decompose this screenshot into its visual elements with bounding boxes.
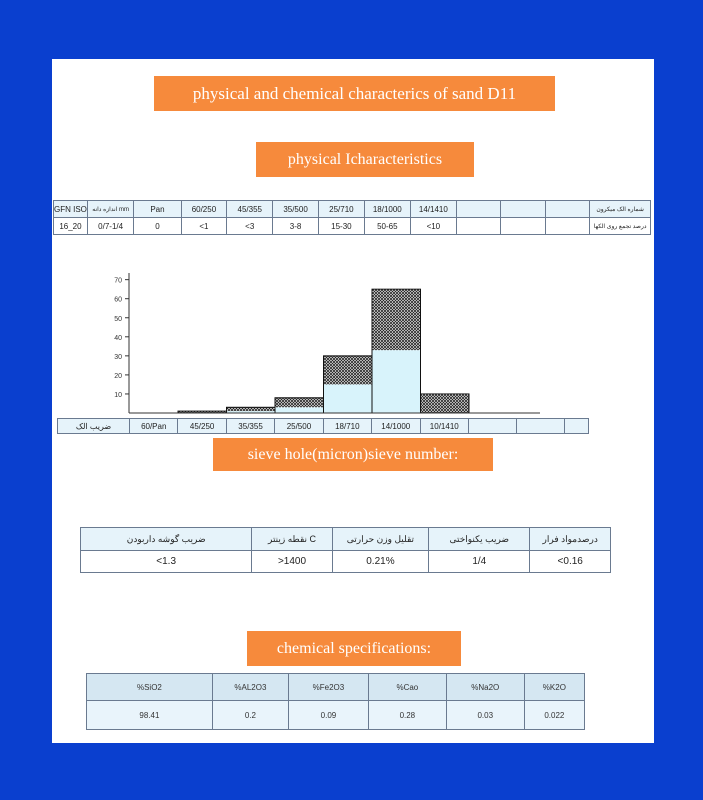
properties-table — [80, 527, 611, 573]
title-banner: physical and chemical characterics of sand D11 — [154, 76, 555, 111]
properties-value-row — [81, 551, 611, 573]
axis-label-cell — [564, 419, 588, 434]
sieve-value-cell: 16_20 — [54, 218, 88, 235]
axis-label-cell: 18/710 — [323, 419, 371, 434]
chart-bar-25/500 — [275, 398, 324, 413]
axis-label-cell: 60/Pan — [130, 419, 178, 434]
chemical-header-cell: %K2O — [524, 674, 584, 701]
sieve-table — [53, 200, 651, 235]
chemical-header-cell: %Fe2O3 — [288, 674, 368, 701]
chart-bar-range — [324, 356, 373, 385]
axis-label-cell: 45/250 — [178, 419, 226, 434]
y-tick-label: 20 — [114, 372, 122, 380]
sieve-value-row — [54, 218, 651, 235]
axis-label-cell — [469, 419, 517, 434]
axis-label-cell — [516, 419, 564, 434]
physical-title-banner: physical Icharacteristics — [256, 142, 474, 177]
sieve-chart — [100, 263, 540, 418]
chart-bar-10/1410 — [421, 394, 470, 413]
sieve-header-cell: 25/710 — [318, 201, 364, 218]
chart-bar-min — [324, 384, 373, 413]
axis-label-cell: 25/500 — [275, 419, 323, 434]
chemical-header-cell: %Cao — [368, 674, 446, 701]
property-value-cell: 0.21% — [332, 551, 428, 573]
chart-bar-min — [372, 350, 421, 413]
chemical-value-row — [87, 701, 585, 730]
sieve-value-cell: <3 — [227, 218, 273, 235]
sieve-value-cell: <10 — [410, 218, 456, 235]
sieve-header-cell: شماره الک میکرون — [590, 201, 651, 218]
sieve-value-cell: <1 — [181, 218, 227, 235]
axis-label-cell: 35/355 — [226, 419, 274, 434]
sieve-header-cell — [456, 201, 500, 218]
chemical-table — [86, 673, 585, 730]
sieve-header-cell: GFN ISO — [54, 201, 88, 218]
chart-bar-range — [275, 398, 324, 408]
property-value-cell: <1.3 — [81, 551, 252, 573]
chemical-header-row — [87, 674, 585, 701]
chemical-header-cell: %Na2O — [446, 674, 524, 701]
y-tick-label: 30 — [114, 353, 122, 361]
chart-bar-18/710 — [324, 356, 373, 413]
axis-label-cell: ضریب الک — [58, 419, 130, 434]
y-tick-label: 40 — [114, 334, 122, 342]
sieve-axis-table — [57, 418, 589, 434]
property-header-cell: نقطه زینتر C — [252, 528, 332, 551]
property-header-cell: ضریب گوشه داربودن — [81, 528, 252, 551]
chemical-value-cell: 0.03 — [446, 701, 524, 730]
y-tick-label: 10 — [114, 391, 122, 399]
y-tick-label: 50 — [114, 315, 122, 323]
chart-bar-range — [372, 289, 421, 350]
sieve-value-cell — [501, 218, 545, 235]
sieve-header-cell — [545, 201, 589, 218]
property-header-cell: تقلیل وزن حرارتی — [332, 528, 428, 551]
chart-bar-14/1000 — [372, 289, 421, 413]
sieve-value-cell: 0 — [134, 218, 181, 235]
property-header-cell: درصدمواد فرار — [530, 528, 611, 551]
chemical-value-cell: 0.022 — [524, 701, 584, 730]
sieve-header-row — [54, 201, 651, 218]
sieve-header-cell: 35/500 — [273, 201, 319, 218]
sieve-value-cell — [456, 218, 500, 235]
chemical-title-banner: chemical specifications: — [247, 631, 461, 666]
property-value-cell: 1/4 — [429, 551, 530, 573]
sieve-value-cell: 0/7-1/4 — [87, 218, 133, 235]
sieve-axis-row — [58, 419, 589, 434]
sieve-header-cell: 45/355 — [227, 201, 273, 218]
chemical-value-cell: 98.41 — [87, 701, 213, 730]
chemical-value-cell: 0.2 — [212, 701, 288, 730]
sieve-value-cell: 3-8 — [273, 218, 319, 235]
axis-label-cell: 14/1000 — [372, 419, 421, 434]
sieve-header-cell: 18/1000 — [364, 201, 410, 218]
sieve-value-cell — [545, 218, 589, 235]
sieve-header-cell: Pan — [134, 201, 181, 218]
chemical-header-cell: %SiO2 — [87, 674, 213, 701]
y-tick-label: 70 — [114, 277, 122, 285]
chart-bar-range — [421, 394, 470, 413]
sieve-value-cell: 50-65 — [364, 218, 410, 235]
sieve-header-cell — [501, 201, 545, 218]
chemical-value-cell: 0.28 — [368, 701, 446, 730]
property-value-cell: >1400 — [252, 551, 332, 573]
sieve-value-cell: 15-30 — [318, 218, 364, 235]
sieve-header-cell: mm اندازه دانه — [87, 201, 133, 218]
chart-bar-range — [227, 407, 276, 411]
sieve-value-cell: درصد تجمع روی الکها — [590, 218, 651, 235]
axis-label-cell: 10/1410 — [420, 419, 469, 434]
property-header-cell: ضریب یکنواختی — [429, 528, 530, 551]
chemical-value-cell: 0.09 — [288, 701, 368, 730]
y-tick-label: 60 — [114, 296, 122, 304]
sieve-header-cell: 14/1410 — [410, 201, 456, 218]
properties-header-row — [81, 528, 611, 551]
chart-bar-min — [275, 407, 324, 413]
chemical-header-cell: %AL2O3 — [212, 674, 288, 701]
chart-bar-35/355 — [227, 407, 276, 413]
sieve-caption-banner: sieve hole(micron)sieve number: — [213, 438, 493, 471]
sieve-header-cell: 60/250 — [181, 201, 227, 218]
property-value-cell: <0.16 — [530, 551, 611, 573]
